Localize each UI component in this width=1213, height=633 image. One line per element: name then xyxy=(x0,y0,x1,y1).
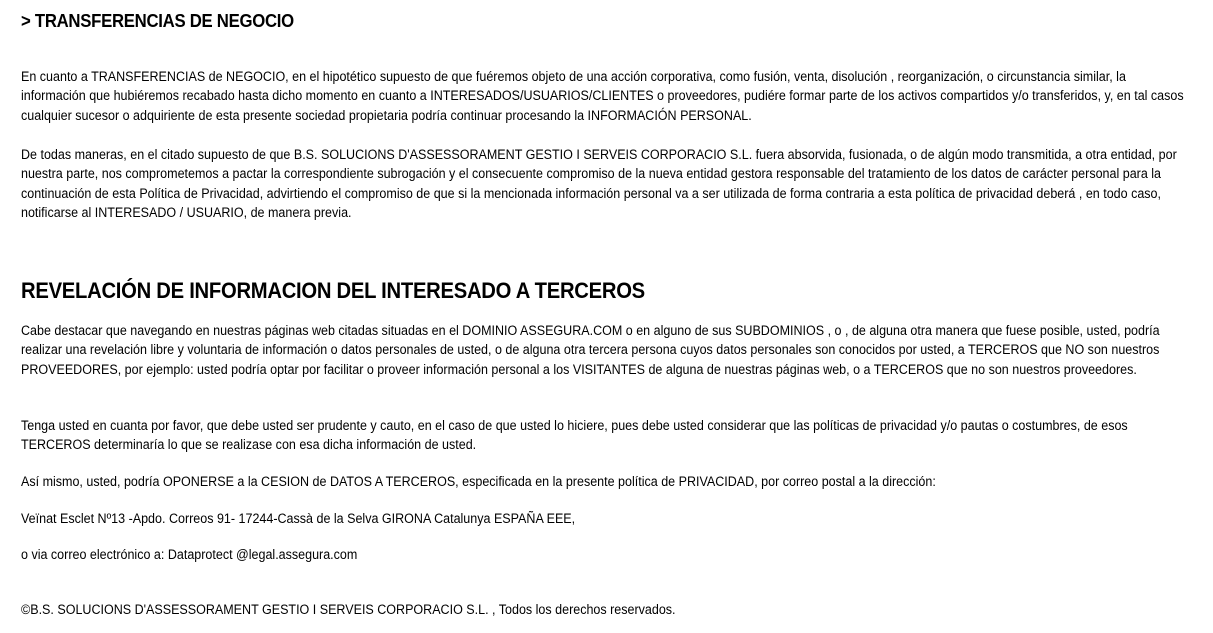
section-heading-business-transfers: > TRANSFERENCIAS DE NEGOCIO xyxy=(21,11,294,31)
paragraph-voluntary-disclosure: Cabe destacar que navegando en nuestras páginas web citadas situadas en el DOMINIO ASSEGURA.COM o en alguno de sus SUBDOMINIOS , o , de alguna otra manera que fuese posible, usted, podría realizar una revelación libre y voluntaria de información o datos personales de usted, o de alguna otra tercera persona cuyos datos personales son conocidos por usted, a TERCEROS que NO son nuestros PROVEEDORES, por ejemplo: usted podría optar por facilitar o proveer información personal a los VISITANTES de alguna de nuestras páginas web, o a TERCEROS que no son nuestros proveedores. xyxy=(21,323,1160,377)
paragraph-opposition-right: Así mismo, usted, podría OPONERSE a la CESION de DATOS A TERCEROS, especificada en la presente política de PRIVACIDAD, por correo postal a la dirección: xyxy=(21,474,936,489)
paragraph-entity-subrogation: De todas maneras, en el citado supuesto de que B.S. SOLUCIONS D'ASSESSORAMENT GESTIO I SERVEIS CORPORACIO S.L. fuera absorvida, fusionada, o de algún modo transmitida, a otra entidad, por nuestra parte, nos comprometemos a pactar la correspondiente subrogación y el consecuente compromiso de la nueva entidad gestora responsable del tratamiento de los datos de carácter personal para la continuación de esta Política de Privacidad, advirtiendo el compromiso de que si la mencionada información personal va a ser utilizada de forma contraria a esta política de privacidad deberá , en todo caso, notificarse al INTERESADO / USUARIO, de manera previa. xyxy=(21,147,1177,221)
paragraph-prudence-notice: Tenga usted en cuanta por favor, que debe usted ser prudente y cauto, en el caso de que usted lo hiciere, pues debe usted considerar que las políticas de privacidad y/o pautas o costumbres, de esos TERCEROS determinaría lo que se realizase con esa dicha información de usted. xyxy=(21,418,1128,453)
copyright-footer: ©B.S. SOLUCIONS D'ASSESSORAMENT GESTIO I SERVEIS CORPORACIO S.L. , Todos los derechos reservados. xyxy=(21,602,676,617)
postal-address: Veïnat Esclet Nº13 -Apdo. Correos 91- 17244-Cassà de la Selva GIRONA Catalunya ESPAÑA EEE, xyxy=(21,511,576,526)
section-heading-third-party-disclosure: REVELACIÓN DE INFORMACION DEL INTERESADO A TERCEROS xyxy=(21,278,645,303)
paragraph-business-transfers: En cuanto a TRANSFERENCIAS de NEGOCIO, en el hipotético supuesto de que fuéremos objeto de una acción corporativa, como fusión, venta, disolución , reorganización, o circunstancia similar, la información que hubiéremos recabado hasta dicho momento en cuanto a INTERESADOS/USUARIOS/CLIENTES o proveedores, pudiére formar parte de los activos compartidos y/o transferidos, y, en tal casos cualquier sucesor o adquiriente de esta presente sociedad propietaria podría continuar procesando la INFORMACIÓN PERSONAL. xyxy=(21,69,1184,123)
email-contact: o via correo electrónico a: Dataprotect @legal.assegura.com xyxy=(21,547,358,562)
